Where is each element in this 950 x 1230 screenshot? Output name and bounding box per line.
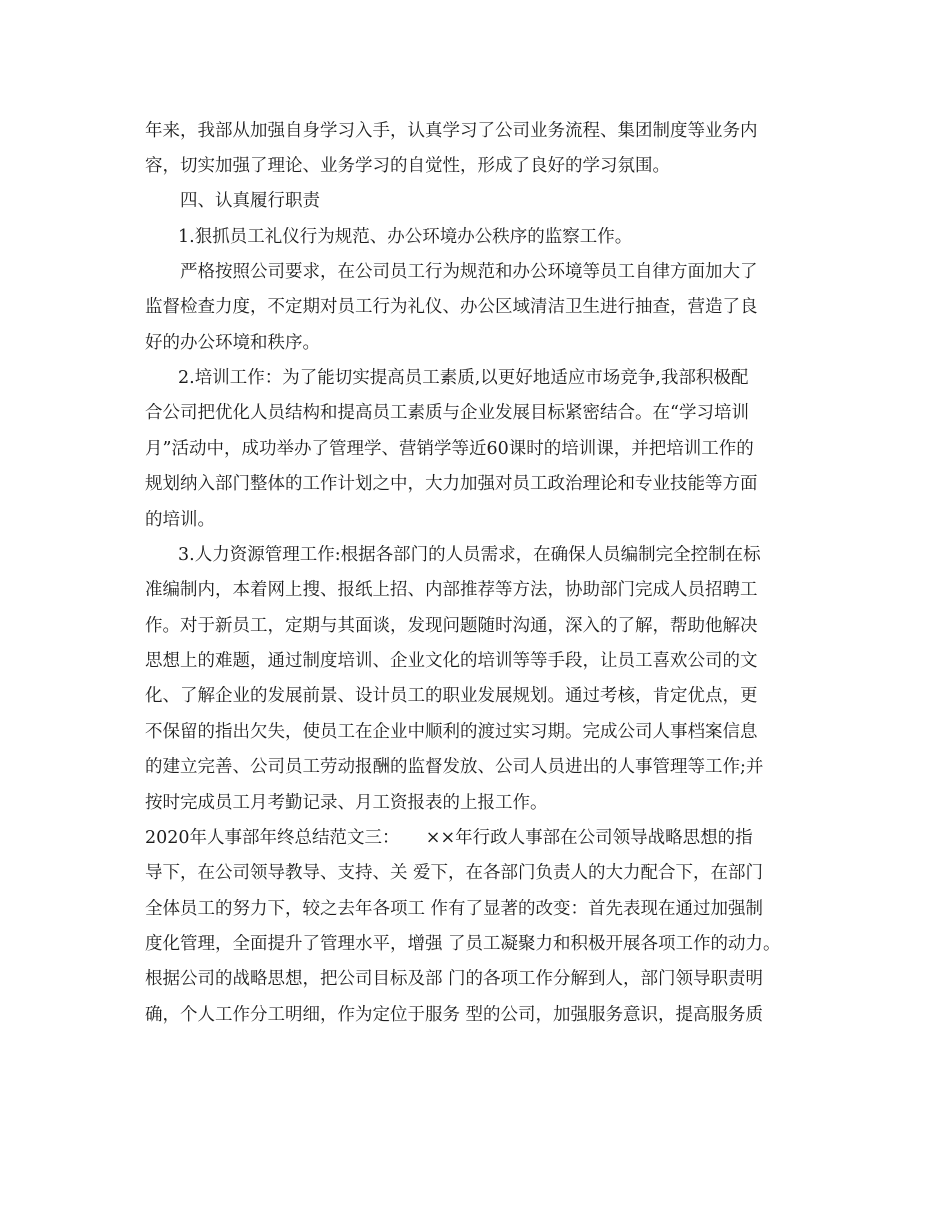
text-line: 根据公司的战略思想，把公司目标及部 门的各项工作分解到人，部门领导职责明 — [145, 969, 764, 989]
item-heading: 3.人力资源管理工作:根据各部门的人员需求，在确保人员编制完全控制在标 — [178, 545, 761, 565]
text-line: 度化管理，全面提升了管理水平，增强 了员工凝聚力和积极开展各项工作的动力。 — [145, 934, 781, 954]
text-line: 监督检查力度，不定期对员工行为礼仪、办公区域清洁卫生进行抽查，营造了良 — [145, 297, 758, 317]
text-line: 合公司把优化人员结构和提高员工素质与企业发展目标紧密结合。在“学习培训 — [145, 403, 749, 423]
text-line: 规划纳入部门整体的工作计划之中，大力加强对员工政治理论和专业技能等方面 — [145, 474, 758, 494]
text-line: 容，切实加强了理论、业务学习的自觉性，形成了良好的学习氛围。 — [145, 156, 670, 176]
text-line: 准编制内，本着网上搜、报纸上招、内部推荐等方法，协助部门完成人员招聘工 — [145, 580, 758, 600]
text-line: 的培训。 — [145, 510, 215, 530]
text-line: 确，个人工作分工明细，作为定位于服务 型的公司，加强服务意识，提高服务质 — [145, 1005, 764, 1025]
text-line: 化、了解企业的发展前景、设计员工的职业发展规划。通过考核，肯定优点，更 — [145, 686, 758, 706]
text-line: 作。对于新员工，定期与其面谈，发现问题随时沟通，深入的了解，帮助他解决 — [145, 616, 758, 636]
section-title-line: 2020年人事部年终总结范文三： ××年行政人事部在公司领导战略思想的指 — [145, 828, 753, 848]
text-line: 全体员工的努力下，较之去年各项工 作有了显著的改变：首先表现在通过加强制 — [145, 899, 764, 919]
text-line: 年来，我部从加强自身学习入手，认真学习了公司业务流程、集团制度等业务内 — [145, 121, 758, 141]
item-heading: 2.培训工作：为了能切实提高员工素质,以更好地适应市场竞争,我部积极配 — [178, 368, 749, 388]
text-line: 好的办公环境和秩序。 — [145, 333, 320, 353]
text-line: 的建立完善、公司员工劳动报酬的监督发放、公司人员进出的人事管理等工作;并 — [145, 757, 764, 777]
text-line: 思想上的难题，通过制度培训、企业文化的培训等等手段，让员工喜欢公司的文 — [145, 651, 758, 671]
text-line: 导下，在公司领导教导、支持、关 爱下，在各部门负责人的大力配合下，在部门 — [145, 863, 764, 883]
section-heading: 四、认真履行职责 — [180, 191, 320, 211]
text-line: 按时完成员工月考勤记录、月工资报表的上报工作。 — [145, 793, 548, 813]
text-line: 不保留的指出欠失，使员工在企业中顺利的渡过实习期。完成公司人事档案信息 — [145, 722, 758, 742]
item-heading: 1.狠抓员工礼仪行为规范、办公环境办公秩序的监察工作。 — [178, 227, 633, 247]
text-line: 月”活动中，成功举办了管理学、营销学等近60课时的培训课，并把培训工作的 — [145, 439, 754, 459]
text-line: 严格按照公司要求，在公司员工行为规范和办公环境等员工自律方面加大了 — [180, 262, 758, 282]
